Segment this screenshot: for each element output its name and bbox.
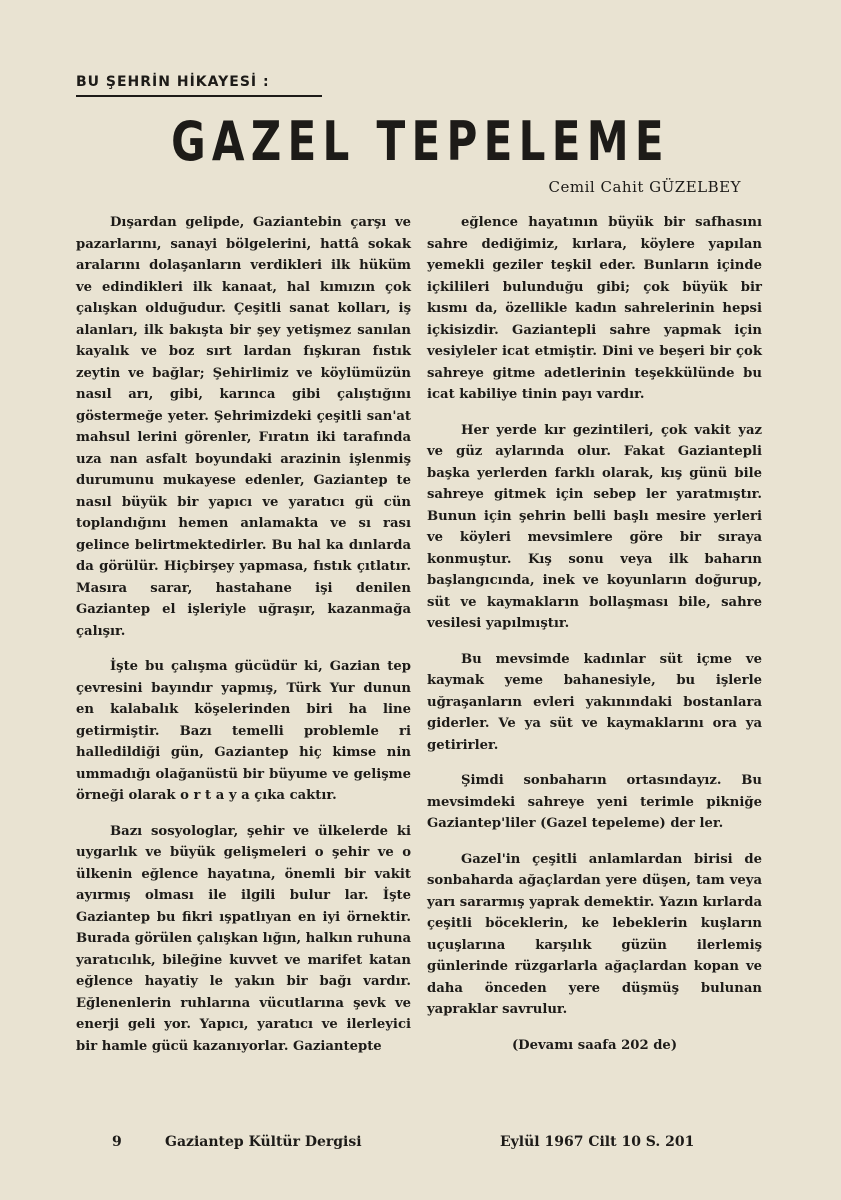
article-title: GAZEL TEPELEME	[171, 110, 670, 173]
left-column	[76, 212, 411, 1071]
paragraph: eğlence hayatının büyük bir safhasını sahre dediğimiz, kırlara, köylere yapılan yemekli geziler teşkil eder. Bunların içinde içkilileri bulunduğu gibi; çok büyük bir kısmı da, özellikle kadın sahrelerinin hepsi içkisizdir. Gaziantepli sahre yapmak için vesiyleler icat etmiştir. Dini ve beşeri bir çok sahreye gitme adetlerinin teşekkülünde bu icat kabiliye tinin payı vardır.	[427, 215, 762, 402]
paragraph: Her yerde kır gezintileri, çok vakit yaz ve güz aylarında olur. Fakat Gaziantepli başka yerlerden farklı olarak, kış günü bile sahreye gitmek için sebep ler yaratmıştır. Bunun için şehrin belli başlı mesire yerleri ve köyleri mevsimlere göre bir sıraya konmuştur. Kış sonu veya ilk baharın başlangıcında, inek ve koyunların doğurup, süt ve kaymakların bollaşması bile, sahre vesilesi yapılmıştır.	[427, 422, 762, 631]
paragraph: Şimdi sonbaharın ortasındayız. Bu mevsimdeki sahreye yeni terimle pikniğe Gaziantep'liler (Gazel tepeleme) der ler.	[427, 773, 762, 831]
paragraph: Dışardan gelipde, Gaziantebin çarşı ve pazarlarını, sanayi bölgelerini, hattâ sokak aralarını dolaşanların verdikleri ilk hüküm ve edindikleri ilk kanaat, hal kımızın çok çalışkan olduğudur. Çeşitli sanat kolları, iş alanları, ilk bakışta bir şey yetişmez sanılan kayalık ve boz sırt lardan fışkıran fıstık zeytin ve bağlar; Şehirlimiz ve köylümüzün nasıl arı, gibi, karınca gibi çalıştığını göstermeğe yeter. Şehrimizdeki çeşitli san'at mahsul lerini görenler, Fıratın iki tarafında uza nan asfalt boyundaki arazinin işlenmiş durumunu mukayese edenler, Gaziantep te nasıl büyük bir yapıcı ve yaratıcı gü cün toplandığını hemen anlamakta ve sı rası gelince belirtmektedirler. Bu hal ka dınlarda da görülür. Hiçbirşey yapmasa, fıstık çıtlatır. Masıra sarar, hastahane işi denilen Gaziantep el işleriyle uğraşır, kazanmağa çalışır.	[76, 215, 411, 639]
section-label: BU ŞEHRİN HİKAYESİ :	[76, 74, 322, 97]
paragraph: Bazı sosyologlar, şehir ve ülkelerde ki uygarlık ve büyük gelişmeleri o şehir ve o ülkenin eğlence hayatına, önemli bir vakit ayırmış olması ile ilgili bulur lar. İşte Gaziantep bu fikri ışpatlıyan en iyi örnektir. Burada görülen çalışkan lığın, halkın ruhuna yaratıcılık, bileğine kuvvet ve marifet katan eğlence hayatiy le yakın bir bağı vardır. Eğlenenlerin ruhlarına vücutlarına şevk ve enerji geli yor. Yapıcı, yaratıcı ve ilerleyici bir hamle gücü kazanıyorlar. Gaziantepte	[76, 823, 411, 1054]
continued-note: (Devamı saafa 202 de)	[511, 1037, 678, 1053]
paragraph: Gazel'in çeşitli anlamlardan birisi de sonbaharda ağaçlardan yere düşen, tam veya yarı sararmış yaprak demektir. Yazın kırlarda çeşitli böceklerin, ke lebeklerin kuşların uçuşlarına karşılık güzün ilerlemiş günlerinde rüzgarlarla ağaçlardan kopan ve daha önceden yere düşmüş bulunan yapraklar savrulur.	[427, 851, 762, 1017]
paragraph: Bu mevsimde kadınlar süt içme ve kaymak yeme bahanesiyle, bu işlerle uğraşanların evleri yakınındaki bostanlara giderler. Ve ya süt ve kaymaklarını ora ya getirirler.	[427, 651, 762, 753]
page-number: 9	[112, 1134, 122, 1150]
author-name: Cemil Cahit GÜZELBEY	[548, 178, 741, 196]
issue-info: Eylül 1967 Cilt 10 S. 201	[500, 1134, 695, 1150]
paragraph: İşte bu çalışma gücüdür ki, Gazian tep çevresini bayındır yapmış, Türk Yur dunun en kalabalık köşelerinden biri ha line getirmiştir. Bazı temelli problemle ri halledildiği gün, Gaziantep hiç kimse nin ummadığı olağanüstü bir büyume ve gelişme örneği olarak o r t a y a çıka caktır.	[76, 659, 411, 803]
magazine-name: Gaziantep Kültür Dergisi	[165, 1134, 362, 1150]
right-column	[427, 212, 762, 1070]
